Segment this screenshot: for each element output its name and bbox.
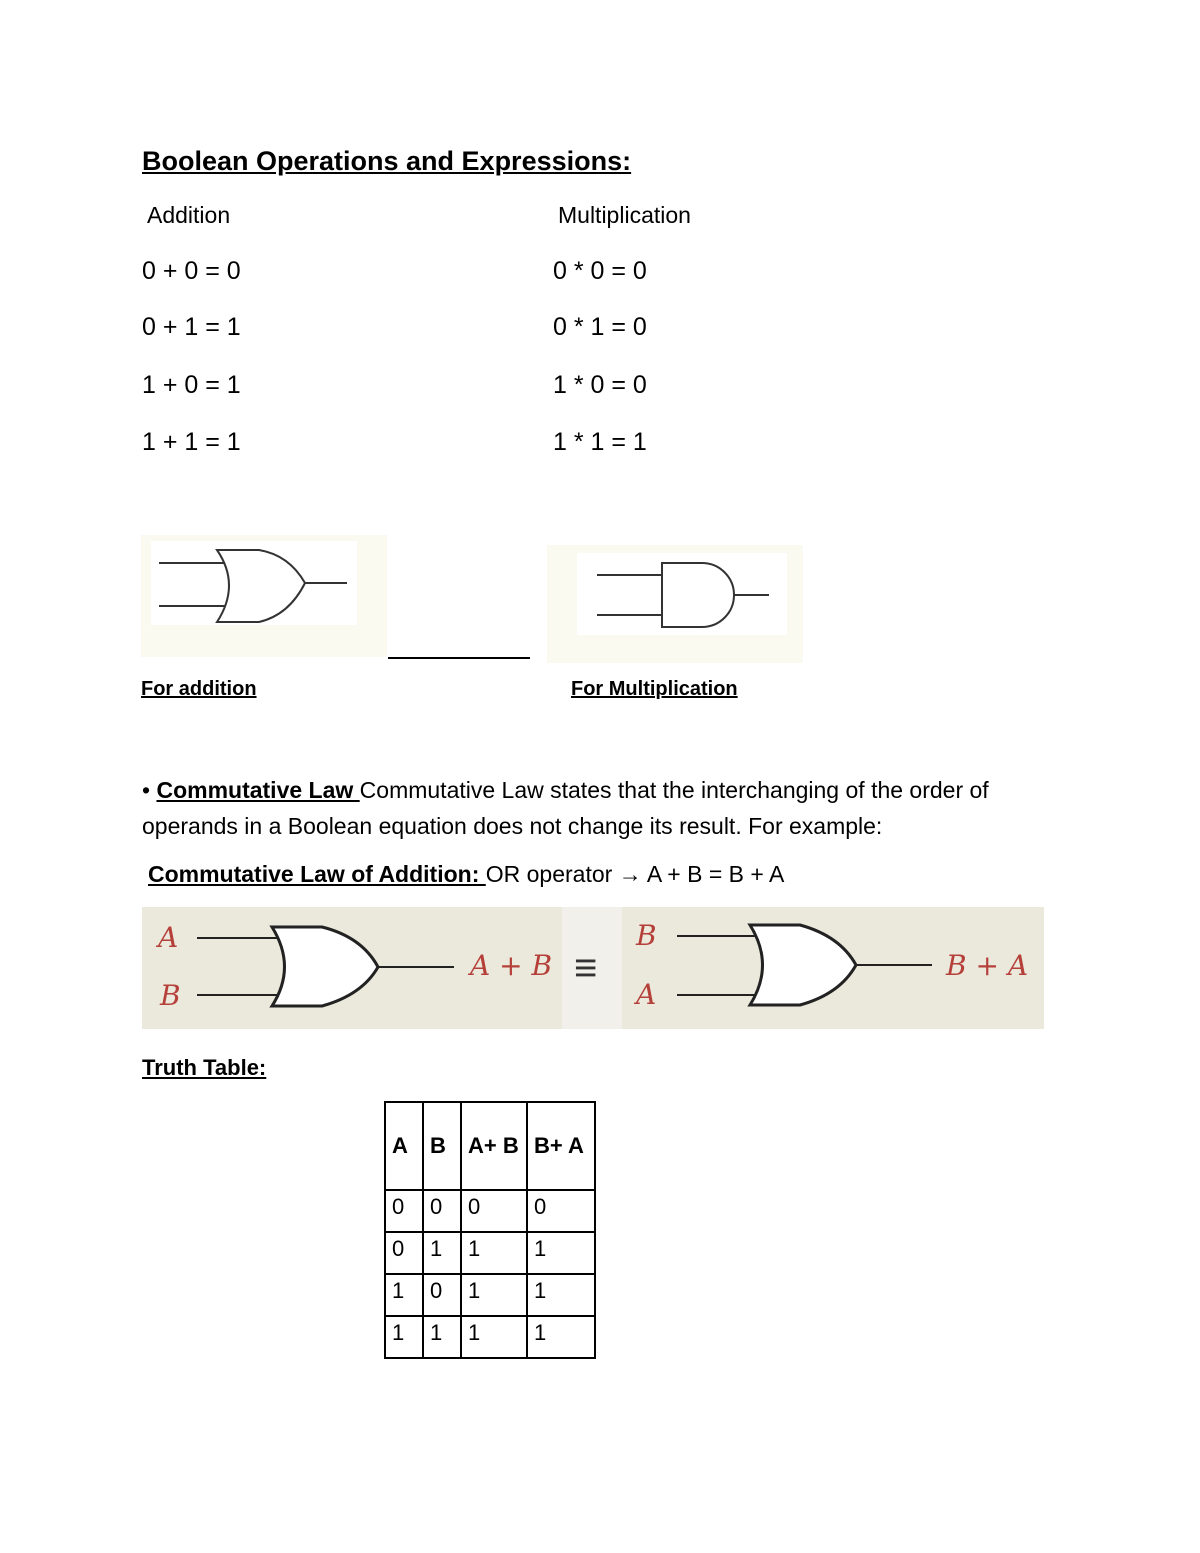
page-title: Boolean Operations and Expressions: [142, 146, 632, 176]
header-cell: B [423, 1102, 461, 1190]
table-cell: 0 [423, 1190, 461, 1232]
truth-table-title: Truth Table: [142, 1055, 267, 1080]
truth-table [384, 1101, 596, 1359]
multiplication-heading: Multiplication [558, 202, 691, 228]
multiplication-row: 0 * 1 = 0 [553, 313, 647, 341]
table-cell: 1 [461, 1316, 527, 1358]
right-output: B + A [946, 949, 1029, 982]
table-cell: 1 [461, 1274, 527, 1316]
table-cell: 1 [527, 1316, 595, 1358]
left-input-b: B [160, 979, 181, 1012]
table-cell: 0 [527, 1190, 595, 1232]
table-cell: 0 [385, 1190, 423, 1232]
table-cell: 1 [423, 1316, 461, 1358]
header-cell: B+ A [527, 1102, 595, 1190]
table-cell: 1 [527, 1274, 595, 1316]
table-row [385, 1232, 595, 1274]
commutative-diagram [142, 907, 1044, 1029]
commutative-law-paragraph [142, 772, 1062, 844]
addition-row: 1 + 0 = 1 [142, 371, 241, 399]
table-cell: 1 [385, 1274, 423, 1316]
addition-heading: Addition [147, 202, 231, 228]
right-input-b: B [636, 919, 657, 952]
commutative-law-label: Commutative Law [156, 777, 360, 803]
separator-line [388, 657, 530, 659]
header-cell: A+ B [461, 1102, 527, 1190]
table-header-row [385, 1102, 595, 1190]
right-input-a: A [636, 978, 657, 1011]
or-gate-image [141, 535, 387, 657]
table-cell: 0 [423, 1274, 461, 1316]
table-row [385, 1316, 595, 1358]
table-cell: 1 [461, 1232, 527, 1274]
header-cell: A [385, 1102, 423, 1190]
commutative-law-text: Commutative Law states that the interchanging of the order of operands in a Boolean equation does not change its result. For example: [142, 777, 989, 839]
left-input-a: A [158, 921, 179, 954]
left-output: A + B [470, 949, 553, 982]
table-row [385, 1190, 595, 1232]
addition-row: 0 + 1 = 1 [142, 313, 241, 341]
table-row [385, 1274, 595, 1316]
multiplication-row: 1 * 1 = 1 [553, 428, 647, 456]
multiplication-caption: For Multiplication [571, 678, 738, 700]
table-cell: 1 [423, 1232, 461, 1274]
table-cell: 1 [527, 1232, 595, 1274]
commutative-addition-line [148, 861, 784, 888]
commutative-addition-text: OR operator → A + B = B + A [485, 861, 785, 887]
table-cell: 1 [385, 1316, 423, 1358]
bullet: • [142, 777, 151, 803]
addition-row: 0 + 0 = 0 [142, 257, 241, 285]
equivalence-symbol: ≡ [574, 946, 598, 990]
table-cell: 0 [461, 1190, 527, 1232]
table-cell: 0 [385, 1232, 423, 1274]
addition-row: 1 + 1 = 1 [142, 428, 241, 456]
commutative-addition-label: Commutative Law of Addition: [148, 861, 486, 887]
multiplication-row: 1 * 0 = 0 [553, 371, 647, 399]
and-gate-image [547, 545, 803, 663]
addition-caption: For addition [141, 678, 257, 700]
multiplication-row: 0 * 0 = 0 [553, 257, 647, 285]
